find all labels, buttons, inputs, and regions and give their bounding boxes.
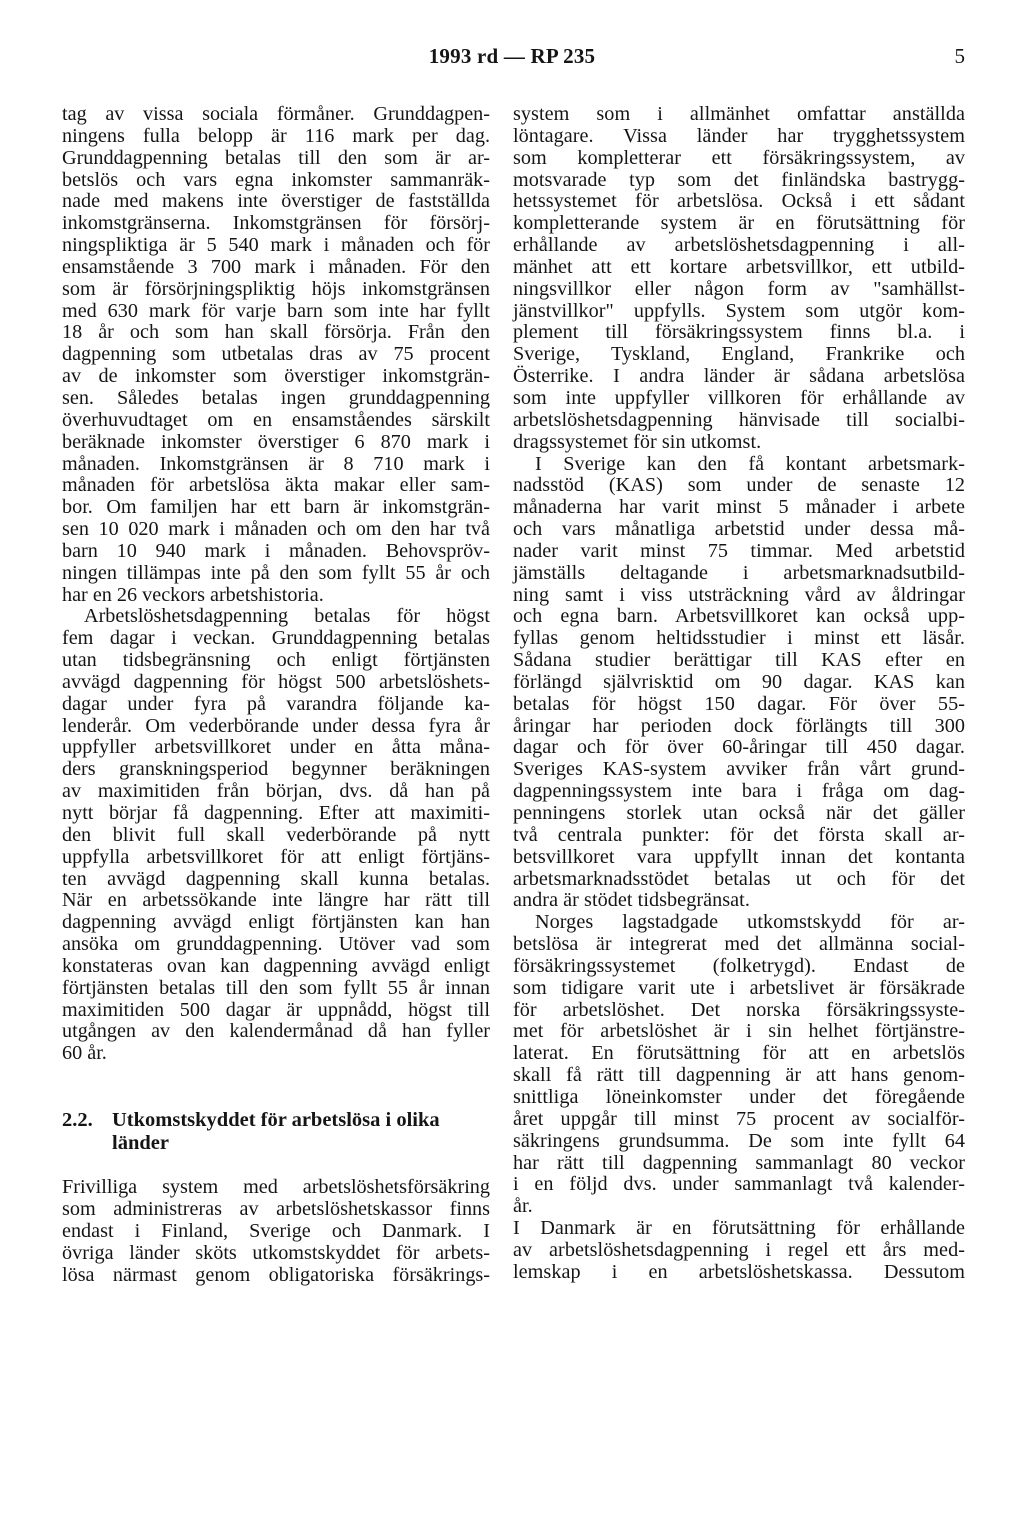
text-line: åringar har perioden dock förlängts till 300 [513,714,965,737]
left-column [62,104,490,1286]
text-line: ningens fulla belopp är 116 mark per dag. [62,124,490,147]
text-line: konstateras ovan kan dagpenning avvägd enligt [62,954,490,977]
text-line: år. [513,1195,533,1218]
text-line: som tidigare varit ute i arbetslivet är försäkrade [513,976,965,999]
text-line: har en 26 veckors arbetshistoria. [62,583,324,606]
text-line: uppfyller arbetsvillkoret under en åtta måna- [62,736,490,759]
section-title-line-1: Utkomstskyddet för arbetslösa i olika [112,1109,440,1132]
text-line: Sveriges KAS-system avviker från vårt grund- [513,758,965,781]
text-line: arbetslöshetsdagpenning hänvisade till socialbi- [513,408,965,431]
text-line: den blivit full skall vederbörande på nytt [62,823,490,846]
text-line: hetssystemet för arbetslösa. Också i ett sådant [513,190,965,213]
text-line: endast i Finland, Sverige och Danmark. I [62,1219,490,1242]
paragraph [513,104,965,454]
paragraph [513,912,965,1218]
text-line: bor. Om familjen har ett barn är inkomstgrän- [62,496,490,519]
page-number: 5 [954,44,965,68]
text-line: av arbetslöshetsdagpenning i regel ett års med- [513,1238,965,1261]
text-line: förlängd självrisktid om 90 dagar. KAS kan [513,670,965,693]
text-line: mänhet att ett kortare arbetsvillkor, ett utbild- [513,255,965,278]
text-line: betalas för högst 150 dagar. För över 55- [513,692,965,715]
text-line: nader varit minst 75 timmar. Med arbetstid [513,539,965,562]
text-line: lösa närmast genom obligatoriska försäkrings- [62,1263,490,1286]
text-line: skall få rätt till dagpenning är att hans genom- [513,1064,965,1087]
text-line: När en arbetssökande inte längre har rätt till [62,889,490,912]
text-line: ders granskningsperiod begynner beräkningen [62,758,490,781]
text-line: dagar och för över 60-åringar till 450 dagar. [513,736,965,759]
text-line: andra är stödet tidsbegränsat. [513,889,750,912]
text-line: ningen tillämpas inte på den som fyllt 55 år och [62,561,490,584]
text-line: som inte uppfyller villkoren för erhållande av [513,386,965,409]
text-line: I Danmark är en förutsättning för erhållande [513,1217,965,1240]
text-line: kompletterande system är en förutsättning för [513,212,965,235]
text-line: jämställs deltagande i arbetsmarknadsutbild- [513,561,965,584]
text-line: sen. Således betalas ingen grunddagpenning [62,386,490,409]
text-line: dagar under fyra på varandra följande ka- [62,692,490,715]
text-line: sen 10 020 mark i månaden och om den har två [62,518,490,541]
paragraph [62,104,490,606]
text-line: met för arbetslöshet är i sin helhet förtjänstre- [513,1020,965,1043]
text-line: nytt börjar få dagpenning. Efter att maximiti- [62,802,490,824]
document-reference: 1993 rd — RP 235 [428,44,596,68]
text-line: nadsstöd (KAS) som under de senaste 12 [513,474,965,497]
text-line: erhållande av arbetslöshetsdagpenning i all- [513,234,965,257]
text-line: beräknade inkomster överstiger 6 870 mark i [62,430,490,453]
text-line: ning samt i viss utsträckning vård av åldringar [513,583,965,606]
text-line: lenderår. Om vederbörande under dessa fyra år [62,714,490,737]
text-line: system som i allmänhet omfattar anställda [513,103,965,125]
text-line: ningspliktiga är 5 540 mark i månaden och för [62,234,490,257]
text-line: arbetsmarknadsstödet betalas ut och för det [513,867,965,890]
text-line: som kompletterar ett försäkringssystem, av [513,146,965,169]
text-line: utan tidsbegränsning och enligt förtjänsten [62,649,490,672]
text-line: av de inkomster som överstiger inkomstgrän- [62,365,490,388]
text-line: av maximitiden från början, dvs. då han på [62,780,490,803]
text-line: tag av vissa sociala förmåner. Grunddagpen- [62,103,490,125]
right-column [513,104,965,1284]
text-line: inkomstgränserna. Inkomstgränsen för försörj- [62,212,490,235]
text-line: Norges lagstadgade utkomstskydd för ar- [535,911,965,934]
section-heading [62,1109,490,1155]
paragraph [62,606,490,1065]
text-line: ensamstående 3 700 mark i månaden. För den [62,255,490,278]
text-line: uppfylla arbetsvillkoret för att enligt förtjäns- [62,845,490,868]
text-line: utgången av den kalendermånad då han fyller [62,1020,490,1043]
text-line: Arbetslöshetsdagpenning betalas för högst [84,605,490,628]
text-line: 60 år. [62,1042,107,1065]
text-line: månaden. Inkomstgränsen är 8 710 mark i [62,452,490,475]
text-line: överhuvudtaget om en ensamståendes särskilt [62,408,490,431]
text-line: 18 år och som han skall försörja. Från den [62,321,490,344]
text-line: I Sverige kan den få kontant arbetsmark- [535,452,965,475]
section-number: 2.2. [62,1109,93,1132]
text-line: året uppgår till minst 75 procent av socialför- [513,1107,965,1130]
text-line: som är försörjningspliktig höjs inkomstgränsen [62,277,490,300]
text-line: ten avvägd dagpenning skall kunna betalas. [62,867,490,890]
text-line: dagpenning som utbetalas dras av 75 procent [62,343,490,366]
text-line: ansöka om grunddagpenning. Utöver vad som [62,933,490,956]
paragraph [513,1218,965,1284]
text-line: i en följd dvs. under sammanlagt två kalender- [513,1173,965,1196]
text-line: avvägd dagpenning för högst 500 arbetslöshets- [62,670,490,693]
text-line: motsvarade typ som det finländska bastrygg- [513,168,965,191]
text-line: dagpenning avvägd enligt förtjänsten kan han [62,911,490,934]
text-line: månaderna har varit minst 5 månader i arbete [513,496,965,519]
text-line: och vars månatliga arbetstid under dessa må- [513,518,965,541]
text-line: som administreras av arbetslöshetskassor finns [62,1197,490,1220]
text-line: maximitiden 500 dagar är uppnådd, högst till [62,998,490,1021]
text-line: förtjänsten betalas till den som fyllt 55 år innan [62,976,490,999]
text-line: ningsvillkor eller någon form av "samhällst- [513,277,965,300]
text-line: plement till försäkringssystem finns bl.a. i [513,321,965,344]
text-line: månaden för arbetslösa äkta makar eller sam- [62,474,490,497]
text-line: säkringens grundsumma. De som inte fyllt 64 [513,1129,965,1152]
text-line: löntagare. Vissa länder har trygghetssystem [513,124,965,147]
text-line: för arbetslöshet. Det norska försäkringssyste- [513,998,965,1021]
text-line: betslösa är integrerat med det allmänna social- [513,933,965,956]
section-title-line-2: länder [112,1132,169,1155]
text-line: två centrala punkter: för det första skall ar- [513,823,965,846]
text-line: och egna barn. Arbetsvillkoret kan också upp- [513,605,965,628]
text-line: fem dagar i veckan. Grunddagpenning betalas [62,627,490,650]
text-line: med 630 mark för varje barn som inte har fyllt [62,299,490,322]
text-line: snittliga löneinkomster under det föregående [513,1085,965,1108]
text-line: dragssystemet för sin utkomst. [513,430,762,453]
text-line: dagpenningssystem inte bara i fråga om dag- [513,780,965,803]
text-line: Österrike. I andra länder är sådana arbetslösa [513,365,965,388]
text-line: Grunddagpenning betalas till den som är ar- [62,146,490,169]
paragraph [513,454,965,913]
paragraph [62,1177,490,1286]
text-line: försäkringssystemet (folketrygd). Endast de [513,954,965,977]
text-line: Sverige, Tyskland, England, Frankrike och [513,343,965,366]
text-line: har rätt till dagpenning sammanlagt 80 veckor [513,1151,965,1174]
text-line: lemskap i en arbetslöshetskassa. Dessutom [513,1260,965,1283]
text-line: Sådana studier berättigar till KAS efter en [513,649,965,672]
text-line: jänstvillkor" uppfylls. System som utgör kom- [513,299,965,322]
text-line: betslös och vars egna inkomster sammanräk- [62,168,490,191]
text-line: barn 10 940 mark i månaden. Behovspröv- [62,539,490,562]
text-line: övriga länder sköts utkomstskyddet för arbets- [62,1241,490,1264]
text-line: penningens storlek utan också när det gäller [513,802,965,824]
text-line: laterat. En förutsättning för att en arbetslös [513,1042,965,1065]
text-line: nade med makens inte överstiger de fastställda [62,190,490,213]
text-line: Frivilliga system med arbetslöshetsförsäkring [62,1176,490,1199]
text-line: fyllas genom heltidsstudier i minst ett läsår. [513,627,965,650]
page-header [0,44,1024,74]
text-line: betsvillkoret vara uppfyllt innan det kontanta [513,845,965,868]
